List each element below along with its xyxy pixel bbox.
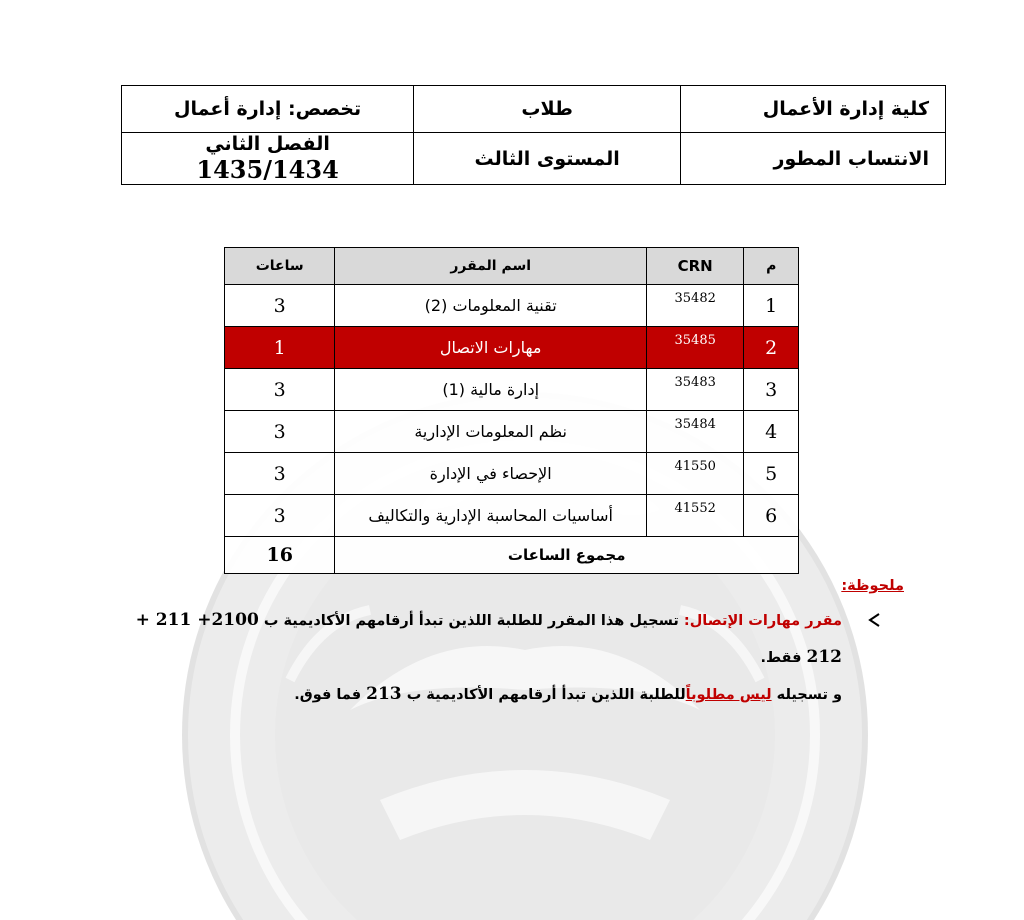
- course-index: 6: [744, 495, 799, 537]
- course-crn: 41552: [646, 495, 743, 537]
- specialization: تخصص: إدارة أعمال: [122, 86, 414, 133]
- course-crn: 35484: [646, 411, 743, 453]
- course-row: [225, 285, 799, 327]
- note-body: [118, 676, 842, 713]
- note-numbers: 2100+ 211 + 212: [135, 610, 842, 667]
- notes-title: ملحوظة:: [841, 578, 904, 594]
- note-body: [118, 602, 842, 676]
- course-row: [225, 453, 799, 495]
- student-category: طلاب: [414, 86, 681, 133]
- program-header-table: [121, 85, 946, 185]
- course-crn: 41550: [646, 453, 743, 495]
- course-hours: 3: [225, 411, 335, 453]
- course-hours: 3: [225, 453, 335, 495]
- column-header-course-name: اسم المقرر: [335, 248, 647, 285]
- course-row: [225, 495, 799, 537]
- courses-header-row: [225, 248, 799, 285]
- course-name: مهارات الاتصال: [335, 327, 647, 369]
- course-index: 3: [744, 369, 799, 411]
- note-item: [118, 602, 904, 676]
- course-crn: 35485: [646, 327, 743, 369]
- course-crn: 35482: [646, 285, 743, 327]
- course-index: 2: [744, 327, 799, 369]
- course-index: 5: [744, 453, 799, 495]
- program-name: الانتساب المطور: [681, 133, 946, 185]
- course-name: نظم المعلومات الإدارية: [335, 411, 647, 453]
- note-start: و تسجيله: [776, 687, 842, 703]
- course-name: تقنية المعلومات (2): [335, 285, 647, 327]
- course-hours: 3: [225, 285, 335, 327]
- total-hours-value: 16: [225, 537, 335, 574]
- course-name: أساسيات المحاسبة الإدارية والتكاليف: [335, 495, 647, 537]
- course-hours: 3: [225, 369, 335, 411]
- note-end: فقط.: [760, 650, 802, 666]
- course-index: 4: [744, 411, 799, 453]
- course-row: [225, 411, 799, 453]
- note-number: 213: [366, 684, 402, 704]
- courses-table: [224, 247, 799, 574]
- semester-year: 1435/1434: [196, 155, 339, 184]
- arrow-bullet-icon: [868, 602, 880, 638]
- semester-cell: [122, 133, 414, 185]
- course-crn: 35483: [646, 369, 743, 411]
- course-row: [225, 369, 799, 411]
- column-header-crn: CRN: [646, 248, 743, 285]
- course-hours: 1: [225, 327, 335, 369]
- note-item: [118, 676, 904, 713]
- course-index: 1: [744, 285, 799, 327]
- total-hours-label: مجموع الساعات: [335, 537, 799, 574]
- note-text: تسجيل هذا المقرر للطلبة اللذين تبدأ أرقامهم الأكاديمية ب: [263, 613, 679, 629]
- semester-label: الفصل الثاني: [205, 133, 330, 155]
- course-hours: 3: [225, 495, 335, 537]
- column-header-index: م: [744, 248, 799, 285]
- note-text: للطلبة اللذين تبدأ أرقامهم الأكاديمية ب: [406, 687, 686, 703]
- course-name: إدارة مالية (1): [335, 369, 647, 411]
- column-header-hours: ساعات: [225, 248, 335, 285]
- course-row-highlighted: [225, 327, 799, 369]
- academic-level: المستوى الثالث: [414, 133, 681, 185]
- note-end: فما فوق.: [294, 687, 362, 703]
- note-course-label: مقرر مهارات الإتصال:: [683, 613, 842, 629]
- course-name: الإحصاء في الإدارة: [335, 453, 647, 495]
- college-name: كلية إدارة الأعمال: [681, 86, 946, 133]
- note-emphasis: ليس مطلوباً: [685, 687, 772, 703]
- notes-section: [118, 568, 904, 713]
